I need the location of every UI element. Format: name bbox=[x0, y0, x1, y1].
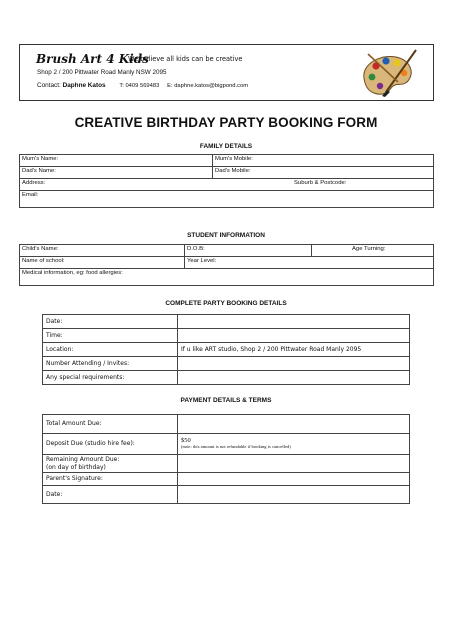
payment-date-label: Date: bbox=[43, 486, 178, 504]
special-requirements-label: Any special requirements: bbox=[43, 371, 178, 385]
table-row bbox=[20, 167, 434, 179]
booking-time-label: Time: bbox=[43, 329, 178, 343]
deposit-label: Deposit Due (studio hire fee): bbox=[43, 434, 178, 455]
table-row bbox=[20, 191, 434, 208]
table-row bbox=[43, 329, 410, 343]
email-field[interactable]: Email: bbox=[20, 191, 434, 208]
table-row bbox=[43, 357, 410, 371]
family-details-heading: FAMILY DETAILS bbox=[199, 143, 253, 150]
total-amount-label: Total Amount Due: bbox=[43, 415, 178, 434]
booking-date-input[interactable] bbox=[178, 315, 410, 329]
remaining-amount-subtext: (on day of birthday) bbox=[46, 463, 106, 471]
table-row bbox=[43, 455, 410, 473]
table-row bbox=[43, 434, 410, 455]
dads-mobile-field[interactable]: Dad's Mobile: bbox=[213, 167, 434, 179]
table-row bbox=[43, 315, 410, 329]
remaining-amount-text: Remaining Amount Due: bbox=[46, 455, 120, 463]
parents-signature-label: Parent's Signature: bbox=[43, 473, 178, 486]
mums-name-field[interactable]: Mum's Name: bbox=[20, 155, 213, 167]
payment-date-input[interactable] bbox=[178, 486, 410, 504]
year-level-field[interactable]: Year Level: bbox=[185, 257, 434, 269]
table-row bbox=[43, 486, 410, 504]
deposit-amount: $50 bbox=[181, 437, 191, 444]
childs-name-field[interactable]: Child's Name: bbox=[20, 245, 185, 257]
form-title: CREATIVE BIRTHDAY PARTY BOOKING FORM bbox=[74, 115, 378, 130]
number-attending-input[interactable] bbox=[178, 357, 410, 371]
parents-signature-input[interactable] bbox=[178, 473, 410, 486]
number-attending-label: Number Attending / Invites: bbox=[43, 357, 178, 371]
address-label: Address: bbox=[22, 180, 46, 186]
family-details-table bbox=[19, 154, 434, 208]
table-row bbox=[20, 245, 434, 257]
special-requirements-input[interactable] bbox=[178, 371, 410, 385]
brand-logo: Brush Art 4 Kids bbox=[36, 52, 149, 66]
dob-field[interactable]: D.O.B: bbox=[185, 245, 312, 257]
table-row bbox=[20, 257, 434, 269]
contact-email: E: daphne.katos@bigpond.com bbox=[167, 83, 249, 89]
table-row bbox=[20, 269, 434, 286]
age-turning-field[interactable]: Age Turning: bbox=[312, 245, 434, 257]
tagline: We believe all kids can be creative bbox=[128, 55, 243, 63]
table-row bbox=[43, 473, 410, 486]
table-row bbox=[43, 343, 410, 357]
studio-address: Shop 2 / 200 Pittwater Road Manly NSW 2095 bbox=[37, 69, 167, 76]
address-field[interactable] bbox=[20, 179, 434, 191]
remaining-amount-input[interactable] bbox=[178, 455, 410, 473]
table-row bbox=[20, 179, 434, 191]
total-amount-input[interactable] bbox=[178, 415, 410, 434]
contact-phone: T: 0409 569483 bbox=[119, 83, 160, 89]
booking-details-heading: COMPLETE PARTY BOOKING DETAILS bbox=[165, 300, 287, 307]
table-row bbox=[43, 371, 410, 385]
booking-details-table bbox=[42, 314, 410, 385]
payment-details-table bbox=[42, 414, 410, 504]
mums-mobile-field[interactable]: Mum's Mobile: bbox=[213, 155, 434, 167]
location-value[interactable]: If u like ART studio, Shop 2 / 200 Pittwater Road Manly 2095 bbox=[178, 343, 410, 357]
remaining-amount-label bbox=[43, 455, 178, 473]
location-label: Location: bbox=[43, 343, 178, 357]
student-information-heading: STUDENT INFORMATION bbox=[187, 232, 265, 239]
dads-name-field[interactable]: Dad's Name: bbox=[20, 167, 213, 179]
student-information-table bbox=[19, 244, 434, 286]
suburb-postcode-label: Suburb & Postcode: bbox=[294, 180, 347, 186]
table-row bbox=[20, 155, 434, 167]
contact-label: Contact: bbox=[37, 82, 61, 89]
booking-time-input[interactable] bbox=[178, 329, 410, 343]
booking-date-label: Date: bbox=[43, 315, 178, 329]
table-row bbox=[43, 415, 410, 434]
deposit-value[interactable] bbox=[178, 434, 410, 455]
medical-info-field[interactable]: Medical information, eg: food allergies: bbox=[20, 269, 434, 286]
contact-name: Daphne Katos bbox=[62, 82, 106, 89]
paint-palette-icon bbox=[358, 48, 418, 98]
school-field[interactable]: Name of school: bbox=[20, 257, 185, 269]
deposit-note: (note: this amount is not refundable if booking is cancelled) bbox=[181, 444, 291, 449]
payment-details-heading: PAYMENT DETAILS & TERMS bbox=[180, 397, 272, 404]
contact-line bbox=[37, 82, 248, 89]
